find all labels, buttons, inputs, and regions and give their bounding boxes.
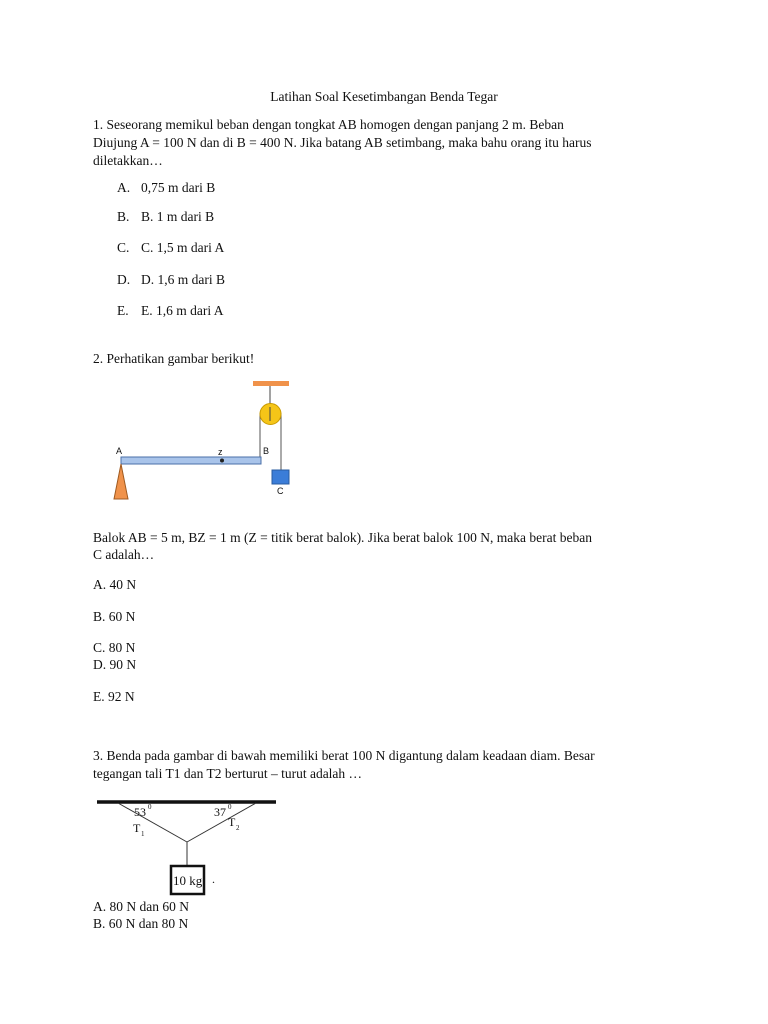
option-letter: A. (117, 180, 131, 195)
q2-text-line-1: Balok AB = 5 m, BZ = 1 m (Z = titik berat balok). Jika berat balok 100 N, maka berat beban (93, 530, 592, 545)
t2-label: T (228, 815, 236, 829)
q2-intro: 2. Perhatikan gambar berikut! (93, 351, 255, 366)
q1-text-line-3: diletakkan… (93, 153, 163, 168)
option-text: C. 1,5 m dari A (141, 240, 225, 255)
label-b: B (263, 446, 270, 456)
angle-53-degree: 0 (148, 803, 152, 811)
label-a: A (116, 446, 123, 456)
label-z: z (218, 447, 223, 457)
option-text: B. 1 m dari B (141, 209, 215, 224)
angle-37-label: 37 (214, 805, 226, 819)
option-letter: C. (117, 240, 130, 255)
angle-53-label: 53 (134, 805, 146, 819)
q2-option-c: C. 80 N (93, 640, 136, 655)
q3-text-line-1: 3. Benda pada gambar di bawah memiliki berat 100 N digantung dalam keadaan diam. Besar (93, 748, 595, 763)
option-text: 0,75 m dari B (141, 180, 216, 195)
angle-37-degree: 0 (228, 803, 232, 811)
option-letter: D. (117, 272, 131, 287)
q2-text-line-2: C adalah… (93, 547, 155, 562)
option-letter: B. (117, 209, 130, 224)
q2-option-b: B. 60 N (93, 609, 136, 624)
t2-subscript: 2 (236, 824, 240, 832)
option-text: E. 1,6 m dari A (141, 303, 224, 318)
t1-subscript: 1 (141, 830, 145, 838)
t1-label: T (133, 821, 141, 835)
q3-option-b: B. 60 N dan 80 N (93, 916, 189, 931)
mass-label: 10 kg (173, 873, 203, 888)
page-title: Latihan Soal Kesetimbangan Benda Tegar (270, 89, 498, 104)
rope-t1 (118, 803, 187, 842)
q1-text-line-1: 1. Seseorang memikul beban dengan tongkat AB homogen dengan panjang 2 m. Beban (93, 117, 564, 132)
q2-option-a: A. 40 N (93, 577, 137, 592)
q3-option-a: A. 80 N dan 60 N (93, 899, 189, 914)
q3-text-line-2: tegangan tali T1 dan T2 berturut – turut adalah … (93, 766, 363, 781)
q2-option-d: D. 90 N (93, 657, 137, 672)
q2-option-e: E. 92 N (93, 689, 135, 704)
stray-dot: . (212, 872, 215, 886)
q1-text-line-2: Diujung A = 100 N dan di B = 400 N. Jika batang AB setimbang, maka bahu orang itu harus (93, 135, 592, 150)
option-text: D. 1,6 m dari B (141, 272, 225, 287)
option-letter: E. (117, 303, 129, 318)
label-c: C (277, 486, 284, 496)
